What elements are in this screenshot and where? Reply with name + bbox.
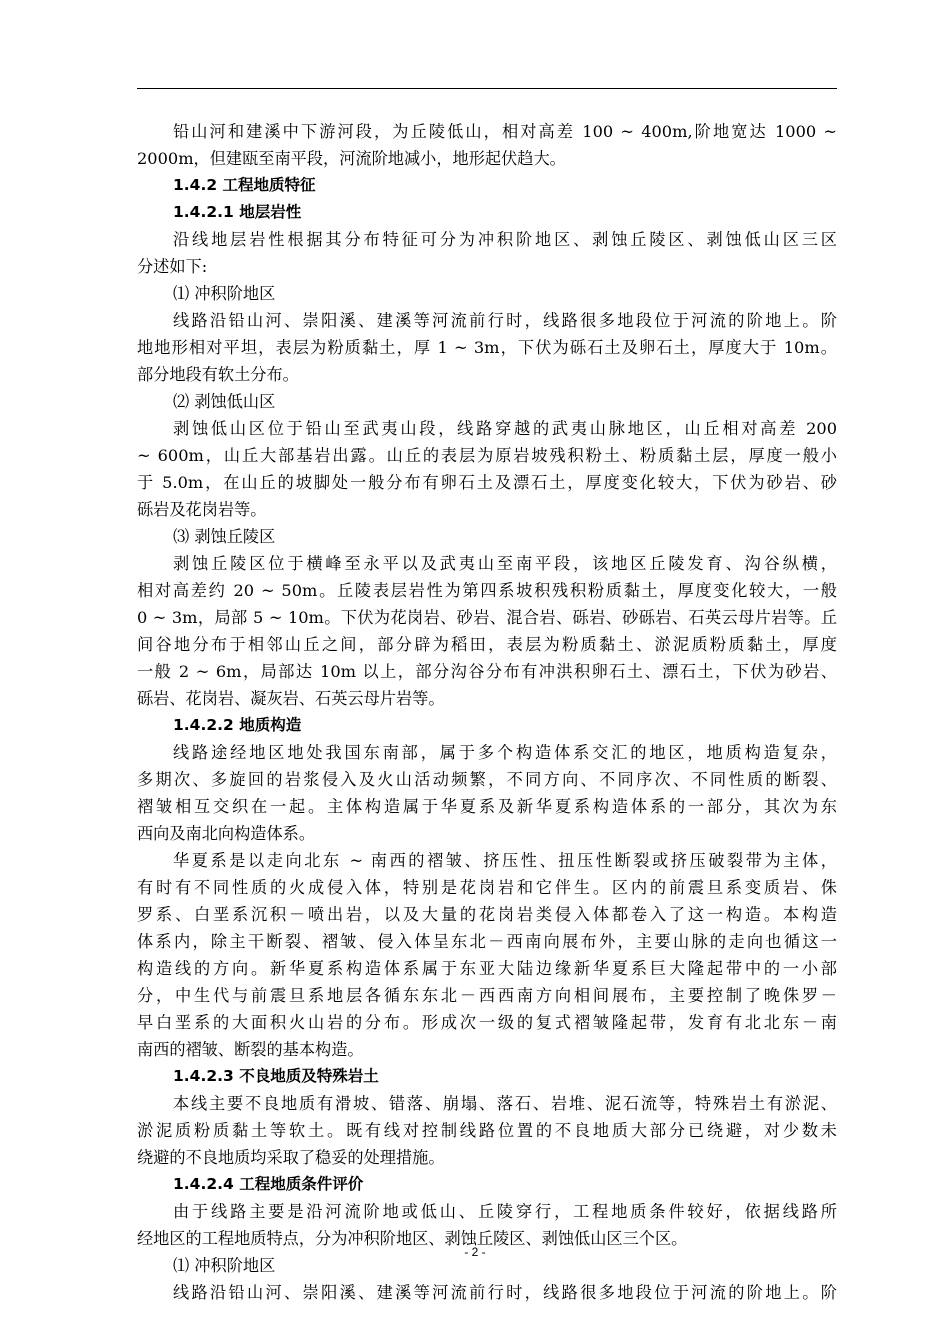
paragraph-line: 本线主要不良地质有滑坡、错落、崩塌、落石、岩堆、泥石流等，特殊岩土有淤泥、	[173, 1094, 837, 1113]
paragraph-line: 线路途经地区地处我国东南部，属于多个构造体系交汇的地区，地质构造复杂，	[173, 743, 837, 762]
paragraph-line: 地地形相对平坦，表层为粉质黏土，厚 1 ~ 3m，下伏为砾石土及卵石土，厚度大于 10m。	[137, 338, 837, 357]
section-heading: 1.4.2.2 地质构造	[173, 716, 302, 734]
page-number: - 2 -	[464, 1245, 486, 1259]
paragraph-line: 淤泥质粉质黏土等软土。既有线对控制线路位置的不良地质大部分已绕避，对少数未	[137, 1121, 837, 1140]
document-body	[137, 118, 837, 1306]
paragraph-line: 构造线的方向。新华夏系构造体系属于东亚大陆边缘新华夏系巨大隆起带中的一小部	[137, 959, 837, 978]
paragraph-line: 部分地段有软土分布。	[137, 365, 299, 384]
paragraph-line: 0 ~ 3m，局部 5 ~ 10m。下伏为花岗岩、砂岩、混合岩、砾岩、砂砾岩、石英云母片岩等。丘	[137, 608, 837, 627]
paragraph-line: 褶皱相互交织在一起。主体构造属于华夏系及新华夏系构造体系的一部分，其次为东	[137, 797, 837, 816]
paragraph-line: 剥蚀丘陵区位于横峰至永平以及武夷山至南平段，该地区丘陵发育、沟谷纵横，	[173, 554, 837, 573]
paragraph-line: 沿线地层岩性根据其分布特征可分为冲积阶地区、剥蚀丘陵区、剥蚀低山区三区	[173, 230, 837, 249]
paragraph-line: 华夏系是以走向北东 ~ 南西的褶皱、挤压性、扭压性断裂或挤压破裂带为主体，	[173, 851, 837, 870]
paragraph-line: 线路沿铅山河、崇阳溪、建溪等河流前行时，线路很多地段位于河流的阶地上。阶	[173, 311, 837, 330]
section-heading: 1.4.2.4 工程地质条件评价	[173, 1175, 364, 1193]
section-heading: 1.4.2 工程地质特征	[173, 176, 316, 194]
paragraph-line: 早白垩系的大面积火山岩的分布。形成次一级的复式褶皱隆起带，发育有北北东－南	[137, 1013, 837, 1032]
paragraph-line: 相对高差约 20 ~ 50m。丘陵表层岩性为第四系坡积残积粉质黏土，厚度变化较大，一般	[137, 581, 837, 600]
paragraph-line: 于 5.0m，在山丘的坡脚处一般分布有卵石土及漂石土，厚度变化较大，下伏为砂岩、砂	[137, 473, 837, 492]
paragraph-line: 间谷地分布于相邻山丘之间，部分辟为稻田，表层为粉质黏土、淤泥质粉质黏土，厚度	[137, 635, 837, 654]
section-heading: 1.4.2.3 不良地质及特殊岩土	[173, 1067, 379, 1085]
section-heading: 1.4.2.1 地层岩性	[173, 203, 302, 221]
paragraph-line: 罗系、白垩系沉积－喷出岩，以及大量的花岗岩类侵入体都卷入了这一构造。本构造	[137, 905, 837, 924]
paragraph-line: 砾岩及花岗岩等。	[137, 500, 267, 519]
paragraph-line: 剥蚀低山区位于铅山至武夷山段，线路穿越的武夷山脉地区，山丘相对高差 200	[173, 419, 837, 438]
paragraph-line: 由于线路主要是沿河流阶地或低山、丘陵穿行，工程地质条件较好，依据线路所	[173, 1202, 837, 1221]
paragraph-line: 有时有不同性质的火成侵入体，特别是花岗岩和它伴生。区内的前震旦系变质岩、侏	[137, 878, 837, 897]
paragraph-line: 南西的褶皱、断裂的基本构造。	[137, 1040, 364, 1059]
paragraph-line: 分，中生代与前震旦系地层各循东东北－西西南方向相间展布，主要控制了晚侏罗－	[137, 986, 837, 1005]
list-item-label: ⑵ 剥蚀低山区	[173, 392, 276, 411]
paragraph-line: 铅山河和建溪中下游河段，为丘陵低山，相对高差 100 ~ 400m,阶地宽达 1000 ~	[173, 122, 837, 141]
paragraph-line: 2000m，但建瓯至南平段，河流阶地减小，地形起伏趋大。	[137, 149, 566, 168]
paragraph-line: 多期次、多旋回的岩浆侵入及火山活动频繁，不同方向、不同序次、不同性质的断裂、	[137, 770, 837, 789]
paragraph-line: 分述如下:	[137, 257, 208, 276]
paragraph-line: 一般 2 ~ 6m，局部达 10m 以上，部分沟谷分布有冲洪积卵石土、漂石土，下伏为砂岩、	[137, 662, 837, 681]
list-item-label: ⑶ 剥蚀丘陵区	[173, 527, 276, 546]
paragraph-line: 西向及南北向构造体系。	[137, 824, 316, 843]
paragraph-line: 经地区的工程地质特点，分为冲积阶地区、剥蚀丘陵区、剥蚀低山区三个区。	[137, 1229, 688, 1248]
header-rule	[137, 88, 837, 89]
paragraph-line: 体系内，除主干断裂、褶皱、侵入体呈东北－西南向展布外，主要山脉的走向也循这一	[137, 932, 837, 951]
paragraph-line: ~ 600m，山丘大部基岩出露。山丘的表层为原岩坡残积粉土、粉质黏土层，厚度一般小	[137, 446, 837, 465]
paragraph-line: 线路沿铅山河、崇阳溪、建溪等河流前行时，线路很多地段位于河流的阶地上。阶	[173, 1283, 837, 1302]
paragraph-line: 绕避的不良地质均采取了稳妥的处理措施。	[137, 1148, 445, 1167]
list-item-label: ⑴ 冲积阶地区	[173, 284, 276, 303]
paragraph-line: 砾岩、花岗岩、凝灰岩、石英云母片岩等。	[137, 689, 445, 708]
list-item-label: ⑴ 冲积阶地区	[173, 1256, 276, 1275]
